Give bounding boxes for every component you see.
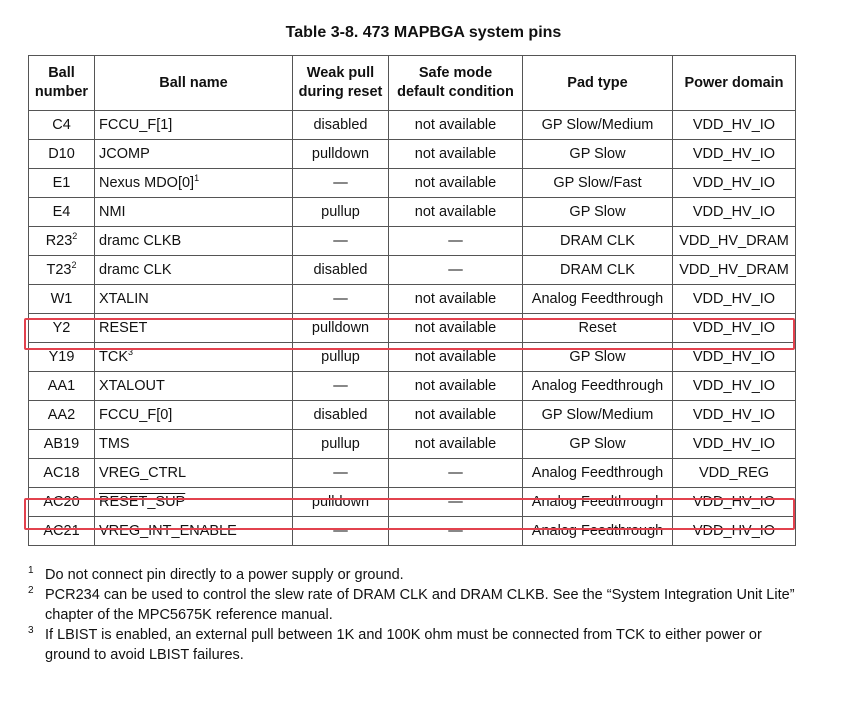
cell-weak-pull: — <box>293 372 389 401</box>
footnote-text: Do not connect pin directly to a power supply or ground. <box>45 567 404 583</box>
cell-pad-type: Analog Feedthrough <box>523 372 673 401</box>
cell-weak-pull: — <box>293 285 389 314</box>
footnote-number: 2 <box>28 585 34 596</box>
cell-safe-mode: — <box>389 517 523 546</box>
cell-power-domain: VDD_HV_DRAM <box>673 256 796 285</box>
cell-power-domain: VDD_HV_IO <box>673 111 796 140</box>
footnote-number: 1 <box>28 565 34 576</box>
cell-ball-number: AC20 <box>29 488 95 517</box>
cell-power-domain: VDD_HV_IO <box>673 169 796 198</box>
cell-weak-pull: disabled <box>293 111 389 140</box>
cell-safe-mode: not available <box>389 401 523 430</box>
table-title: Table 3-8. 473 MAPBGA system pins <box>285 24 562 41</box>
highlight-box-reset-sup <box>24 498 795 530</box>
cell-weak-pull: disabled <box>293 401 389 430</box>
cell-ball-number: D10 <box>29 140 95 169</box>
cell-ball-number: Y19 <box>29 343 95 372</box>
cell-ball-name: TCK$^3$ <box>95 343 293 372</box>
cell-pad-type: DRAM CLK <box>523 227 673 256</box>
cell-pad-type: GP Slow <box>523 430 673 459</box>
cell-power-domain: VDD_HV_IO <box>673 343 796 372</box>
header-row <box>29 56 796 111</box>
cell-ball-number: C4 <box>29 111 95 140</box>
system-pins-table <box>28 55 796 546</box>
header-power-domain: Power domain <box>673 56 796 111</box>
cell-power-domain: VDD_HV_IO <box>673 198 796 227</box>
cell-pad-type: GP Slow/Medium <box>523 111 673 140</box>
cell-ball-name: VREG_CTRL <box>95 459 293 488</box>
cell-power-domain: VDD_HV_DRAM <box>673 227 796 256</box>
cell-power-domain: VDD_HV_IO <box>673 372 796 401</box>
cell-pad-type: GP Slow/Medium <box>523 401 673 430</box>
cell-weak-pull: pullup <box>293 343 389 372</box>
cell-ball-name: dramc CLK <box>95 256 293 285</box>
cell-ball-name: RESET <box>95 314 293 343</box>
cell-safe-mode: not available <box>389 430 523 459</box>
header-pad-type: Pad type <box>523 56 673 111</box>
cell-safe-mode: not available <box>389 285 523 314</box>
cell-ball-name: XTALIN <box>95 285 293 314</box>
cell-pad-type: DRAM CLK <box>523 256 673 285</box>
cell-weak-pull: — <box>293 459 389 488</box>
table-row <box>29 285 796 314</box>
cell-safe-mode: not available <box>389 343 523 372</box>
cell-power-domain: VDD_HV_IO <box>673 517 796 546</box>
cell-safe-mode: not available <box>389 111 523 140</box>
cell-safe-mode: — <box>389 488 523 517</box>
table-row <box>29 430 796 459</box>
cell-ball-number: AA1 <box>29 372 95 401</box>
cell-power-domain: VDD_HV_IO <box>673 401 796 430</box>
cell-weak-pull: pullup <box>293 430 389 459</box>
cell-weak-pull: pullup <box>293 198 389 227</box>
cell-ball-name: JCOMP <box>95 140 293 169</box>
cell-safe-mode: not available <box>389 314 523 343</box>
cell-safe-mode: — <box>389 256 523 285</box>
cell-safe-mode: not available <box>389 169 523 198</box>
cell-weak-pull: — <box>293 227 389 256</box>
cell-safe-mode: not available <box>389 140 523 169</box>
header-ball-number: Ball number <box>29 56 95 111</box>
cell-ball-number: E1 <box>29 169 95 198</box>
cell-pad-type: Analog Feedthrough <box>523 285 673 314</box>
cell-power-domain: VDD_HV_IO <box>673 488 796 517</box>
cell-ball-name: dramc CLKB <box>95 227 293 256</box>
footnote-text: PCR234 can be used to control the slew rate of DRAM CLK and DRAM CLKB. See the “System Integration Unit Lite” chapter of the MPC5675K reference manual. <box>45 587 795 623</box>
cell-ball-name: TMS <box>95 430 293 459</box>
cell-pad-type: GP Slow <box>523 140 673 169</box>
table-row <box>29 459 796 488</box>
cell-weak-pull: — <box>293 169 389 198</box>
cell-pad-type: GP Slow <box>523 343 673 372</box>
cell-ball-number: AB19 <box>29 430 95 459</box>
cell-power-domain: VDD_HV_IO <box>673 314 796 343</box>
table-row <box>29 111 796 140</box>
table-row <box>29 140 796 169</box>
cell-ball-number: $R23^2$ <box>29 227 95 256</box>
cell-ball-number: $T23^2$ <box>29 256 95 285</box>
cell-weak-pull: pulldown <box>293 314 389 343</box>
table-row <box>29 372 796 401</box>
cell-ball-name: XTALOUT <box>95 372 293 401</box>
cell-pad-type: GP Slow <box>523 198 673 227</box>
cell-ball-number: Y2 <box>29 314 95 343</box>
cell-safe-mode: — <box>389 459 523 488</box>
cell-power-domain: VDD_HV_IO <box>673 430 796 459</box>
table-row <box>29 227 796 256</box>
cell-safe-mode: — <box>389 227 523 256</box>
table-row <box>29 401 796 430</box>
cell-ball-number: AA2 <box>29 401 95 430</box>
cell-pad-type: Analog Feedthrough <box>523 517 673 546</box>
table-row <box>29 256 796 285</box>
cell-safe-mode: not available <box>389 372 523 401</box>
cell-ball-name: RESET_SUP <box>95 488 293 517</box>
header-ball-name: Ball name <box>95 56 293 111</box>
table-row <box>29 198 796 227</box>
cell-ball-name: VREG_INT_ENABLE <box>95 517 293 546</box>
cell-ball-name: FCCU_F[0] <box>95 401 293 430</box>
cell-weak-pull: disabled <box>293 256 389 285</box>
cell-pad-type: Analog Feedthrough <box>523 459 673 488</box>
cell-ball-number: AC21 <box>29 517 95 546</box>
header-weak-pull: Weak pull during reset <box>293 56 389 111</box>
cell-ball-name: NMI <box>95 198 293 227</box>
cell-weak-pull: pulldown <box>293 140 389 169</box>
header-safe-mode: Safe mode default condition <box>389 56 523 111</box>
cell-ball-number: E4 <box>29 198 95 227</box>
cell-ball-number: AC18 <box>29 459 95 488</box>
highlight-box-reset <box>24 318 795 350</box>
cell-weak-pull: — <box>293 517 389 546</box>
cell-ball-name: Nexus $MDO[0]^1$ <box>95 169 293 198</box>
cell-pad-type: Analog Feedthrough <box>523 488 673 517</box>
cell-power-domain: VDD_HV_IO <box>673 140 796 169</box>
cell-power-domain: VDD_HV_IO <box>673 285 796 314</box>
footnote-number: 3 <box>28 625 34 636</box>
footnote-text: If LBIST is enabled, an external pull between 1K and 100K ohm must be connected from TCK to either power or ground to avoid LBIST failures. <box>45 627 762 663</box>
cell-pad-type: GP Slow/Fast <box>523 169 673 198</box>
cell-weak-pull: pulldown <box>293 488 389 517</box>
cell-power-domain: VDD_REG <box>673 459 796 488</box>
cell-ball-number: W1 <box>29 285 95 314</box>
cell-pad-type: Reset <box>523 314 673 343</box>
cell-ball-name: FCCU_F[1] <box>95 111 293 140</box>
cell-safe-mode: not available <box>389 198 523 227</box>
table-row <box>29 169 796 198</box>
